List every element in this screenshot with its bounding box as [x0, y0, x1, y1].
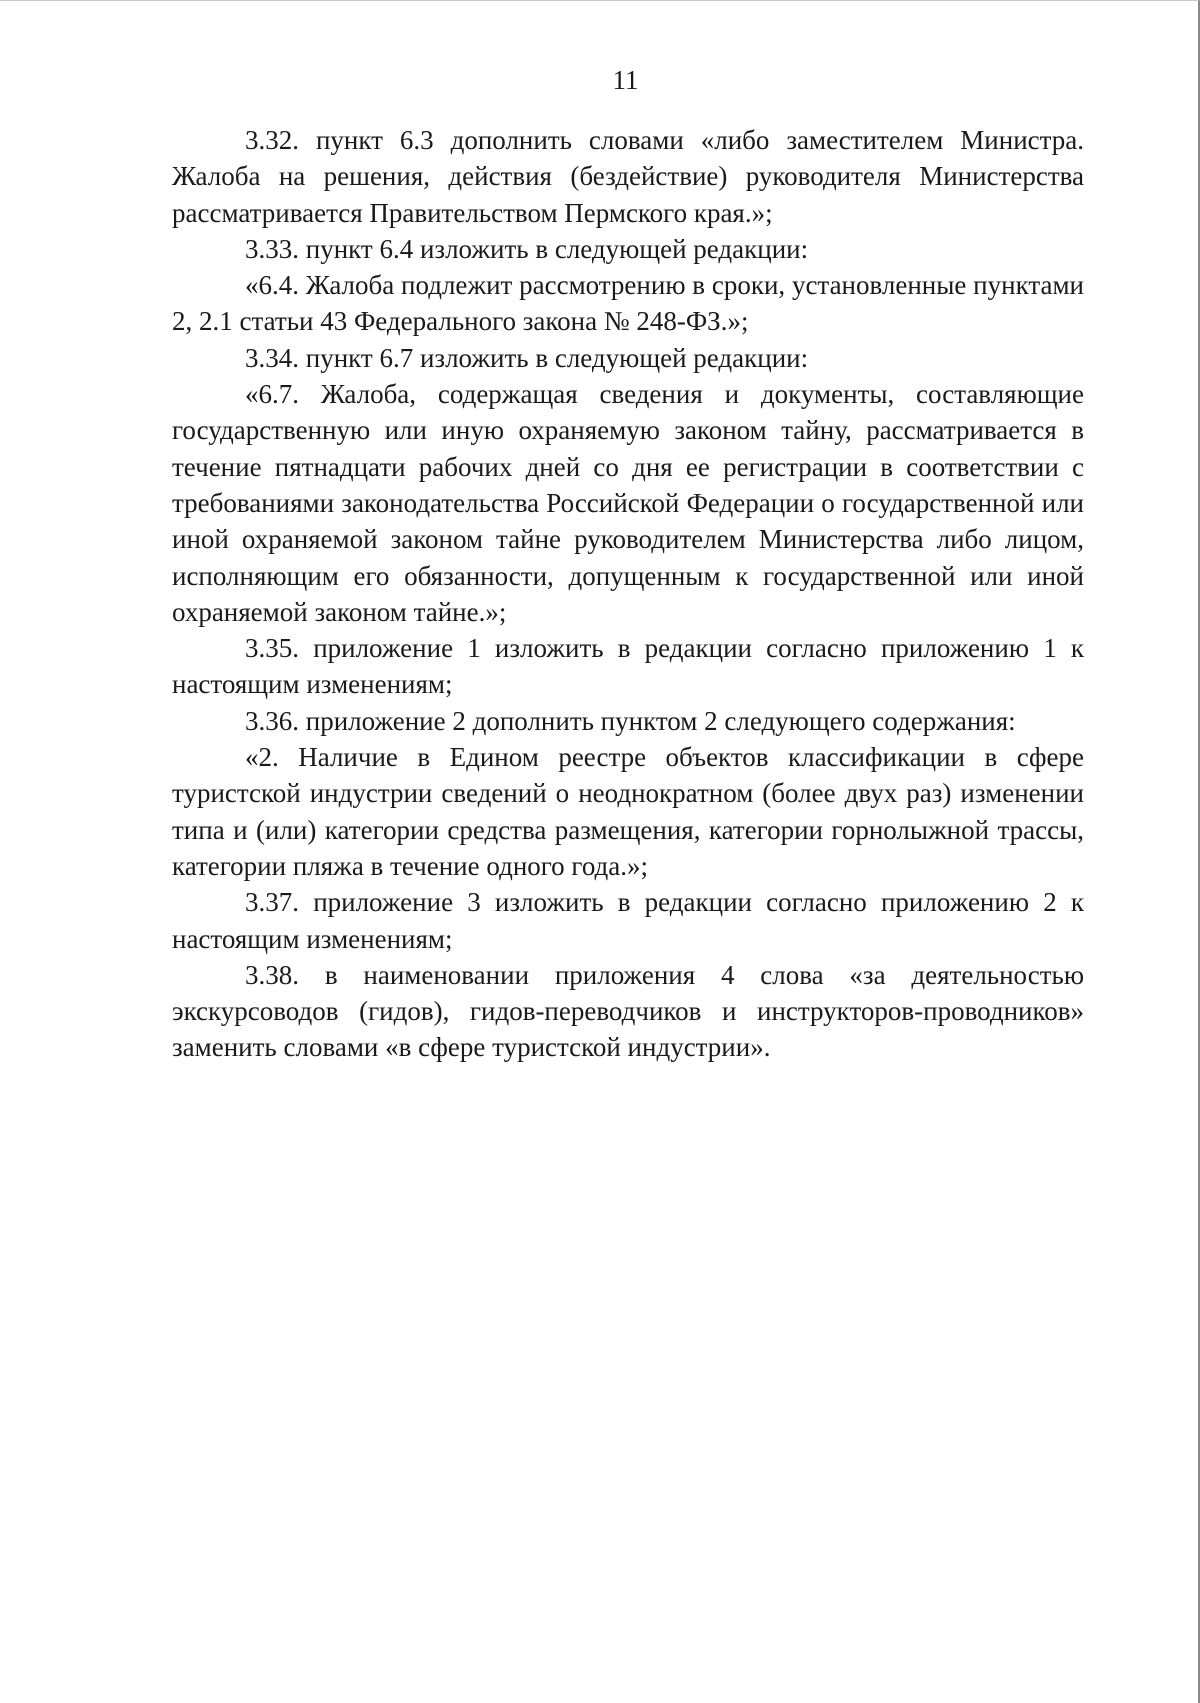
paragraph-3-33: 3.33. пункт 6.4 изложить в следующей редакции:: [245, 233, 809, 264]
paragraph-3-35: 3.35. приложение 1 изложить в редакции согласно приложению 1 к настоящим изменениям;: [172, 633, 1084, 700]
paragraph-3-34: 3.34. пункт 6.7 изложить в следующей редакции:: [245, 342, 809, 373]
paragraph-6-7-quote: «6.7. Жалоба, содержащая сведения и документы, составляющие государственную или иную охраняемую законом тайну, рассматривается в течение пятнадцати рабочих дней со дня ее регистрации в соответствии с требованиями законодательства Российской Федерации о государственной или иной охраняемой законом тайне руководителем Министерства либо лицом, исполняющим его обязанности, допущенным к государственной или иной охраняемой законом тайне.»;: [172, 379, 1084, 627]
document-body: [172, 122, 1084, 1066]
paragraph-3-36: 3.36. приложение 2 дополнить пунктом 2 следующего содержания:: [245, 705, 1016, 736]
page-number: 11: [612, 65, 639, 95]
paragraph-2-quote: «2. Наличие в Едином реестре объектов классификации в сфере туристской индустрии сведений о неоднократном (более двух раз) изменении типа и (или) категории средства размещения, категории горнолыжной трассы, категории пляжа в течение одного года.»;: [172, 742, 1084, 881]
paragraph-6-4-quote: «6.4. Жалоба подлежит рассмотрению в сроки, установленные пунктами 2, 2.1 статьи 43 Федерального закона № 248-ФЗ.»;: [172, 270, 1084, 337]
paragraph-3-38: 3.38. в наименовании приложения 4 слова «за деятельностью экскурсоводов (гидов), гидов-переводчиков и инструкторов-проводников» заменить словами «в сфере туристской индустрии».: [172, 959, 1084, 1063]
paragraph-3-32: 3.32. пункт 6.3 дополнить словами «либо заместителем Министра. Жалоба на решения, действия (бездействие) руководителя Министерства рассматривается Правительством Пермского края.»;: [172, 125, 1084, 228]
paragraph-3-37: 3.37. приложение 3 изложить в редакции согласно приложению 2 к настоящим изменениям;: [172, 887, 1084, 954]
